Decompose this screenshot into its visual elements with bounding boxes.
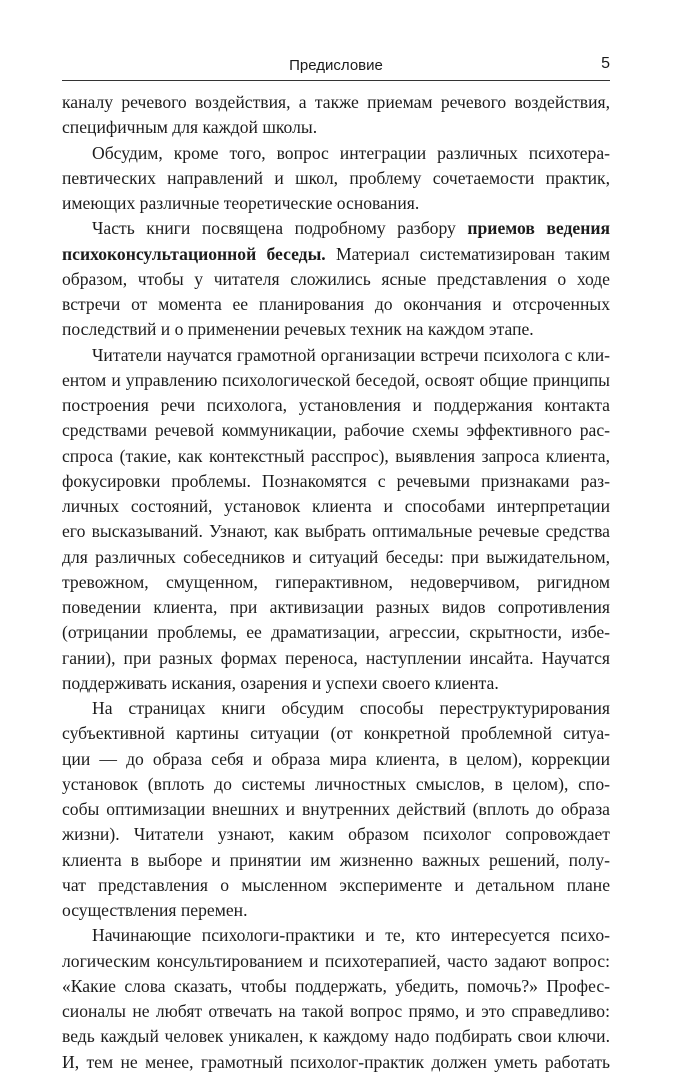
text-line: установок (вплоть до системы личностных смыслов, в целом), спо- — [62, 773, 610, 794]
text-line: построения речи психолога, установления и поддержания контакта — [62, 395, 610, 415]
text-line: ции — до образа себя и образа мира клиента, в целом), коррекции — [62, 748, 610, 769]
bold-term: приемов ведения — [467, 218, 610, 239]
text-line: И, тем не менее, грамотный психолог-практик должен уметь работать — [62, 1051, 610, 1072]
text-line: (отрицании проблемы, ее драматизации, агрессии, скрытности, избе- — [62, 622, 610, 643]
text-line: гании), при разных формах переноса, наступлении инсайта. Научатся — [62, 647, 610, 668]
text-line: тревожном, смущенном, гиперактивном, недоверчивом, ригидном — [62, 571, 610, 592]
text-line: его высказываний. Узнают, как выбрать оптимальные речевые средства — [62, 521, 610, 542]
text-line: певтических направлений и школ, проблему сочетаемости практик, — [62, 167, 610, 188]
text-line: для различных собеседников и ситуаций беседы: при выжидательном, — [62, 546, 610, 567]
text-line: ведь каждый человек уникален, к каждому надо подбирать свои ключи. — [62, 1026, 610, 1047]
text-line: ентом и управлению психологической беседой, освоят общие принципы — [62, 369, 610, 390]
running-title: Предисловие — [289, 57, 383, 74]
text-line: образом, чтобы у читателя сложились ясные представления о ходе — [62, 268, 610, 289]
running-head — [62, 55, 610, 77]
text-run: Часть книги посвящена подробному разбору — [92, 218, 468, 239]
text-line: «Какие слова сказать, чтобы поддержать, убедить, помочь?» Профес- — [62, 975, 610, 996]
text-line — [62, 242, 610, 267]
text-line: имеющих различные теоретические основания. — [62, 193, 420, 213]
text-line: осуществления перемен. — [62, 900, 248, 920]
text-line: клиента в выборе и принятии им жизненно важных решений, полу- — [62, 849, 610, 870]
text-run: Материал систематизирован таким — [325, 243, 610, 264]
text-line — [62, 216, 610, 241]
text-line: Читатели научатся грамотной организации встречи психолога с кли- — [92, 344, 610, 365]
bold-term: психоконсультационной беседы. — [62, 243, 326, 264]
text-line: сионалы не любят отвечать на такой вопрос прямо, и это справедливо: — [62, 1001, 610, 1021]
page-number: 5 — [601, 55, 610, 72]
text-line: собы оптимизации внешних и внутренних действий (вплоть до образа — [62, 799, 610, 819]
text-line: логическим консультированием и психотерапией, часто задают вопрос: — [62, 950, 610, 971]
text-line: На страницах книги обсудим способы переструктурирования — [92, 698, 610, 718]
text-line: спроса (такие, как контекстный расспрос), выявления запроса клиента, — [62, 445, 610, 466]
text-line: последствий и о применении речевых техник на каждом этапе. — [62, 319, 534, 340]
text-line: Начинающие психологи-практики и те, кто интересуется психо- — [92, 925, 610, 946]
text-line: поведении клиента, при активизации разных видов сопротивления — [62, 597, 610, 617]
text-line: субъективной картины ситуации (от конкретной проблемной ситуа- — [62, 723, 610, 744]
text-line: специфичным для каждой школы. — [62, 117, 318, 138]
text-line: личных состояний, установок клиента и способами интерпретации — [62, 496, 610, 516]
text-line: каналу речевого воздействия, а также приемам речевого воздействия, — [62, 92, 610, 112]
text-line: фокусировки проблемы. Познакомятся с речевыми признаками раз- — [62, 470, 610, 491]
header-rule — [62, 80, 610, 81]
text-line: жизни). Читатели узнают, каким образом психолог сопровождает — [62, 824, 610, 845]
text-line: чат представления о мысленном эксперименте и детальном плане — [62, 874, 610, 895]
text-line: средствами речевой коммуникации, рабочие схемы эффективного рас- — [62, 420, 610, 441]
body-text — [62, 90, 610, 1075]
text-line: поддерживать искания, озарения и успехи своего клиента. — [62, 672, 499, 693]
text-line: Обсудим, кроме того, вопрос интеграции различных психотера- — [92, 142, 610, 163]
text-line: встречи от момента ее планирования до окончания и отсроченных — [62, 294, 610, 314]
